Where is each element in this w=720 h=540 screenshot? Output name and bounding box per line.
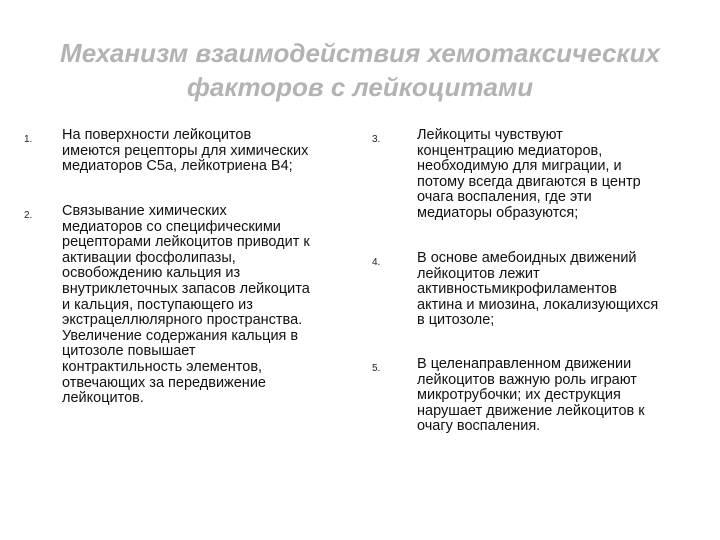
list-item-number: 5.	[372, 363, 381, 374]
list-item-text: Лейкоциты чувствуют концентрацию медиаторов, необходимую для миграции, и потому всегда двигаются в центр очага воспаления, где эти медиаторы образуются;	[417, 127, 641, 221]
list-item-text: В целенаправленном движении лейкоцитов важную роль играют микротрубочки; их деструкция нарушает движение лейкоцитов к очагу воспаления.	[417, 356, 645, 435]
list-item-number: 1.	[24, 134, 33, 145]
list-item-number: 2.	[24, 210, 33, 221]
list-item-text: Связывание химических медиаторов со специфическими рецепторами лейкоцитов приводит к активации фосфолипазы, освобождению кальция из внутриклеточных запасов лейкоцита и кальция, поступающего из экстрацеллюлярного пространства. Увеличение содержания кальция в цитозоле повышает контрактильность элементов, отвечающих за передвижение лейкоцитов.	[62, 203, 310, 407]
list-item-number: 4.	[372, 257, 381, 268]
list-item-text: На поверхности лейкоцитов имеются рецепторы для химических медиаторов С5а, лейкотриена В4;	[62, 127, 309, 175]
list-item-text: В основе амебоидных движений лейкоцитов лежит активностьмикрофиламентов актина и миозина, локализующихся в цитозоле;	[417, 250, 659, 329]
slide-title: Механизм взаимодействия хемотаксических факторов с лейкоцитами	[60, 38, 660, 102]
list-item-number: 3.	[372, 134, 381, 145]
